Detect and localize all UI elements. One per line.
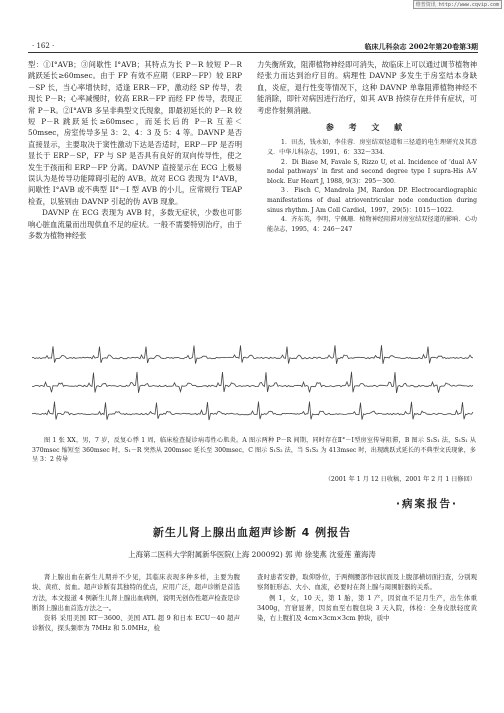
paragraph: 资料 采用美国 RT－3600、美国 ATL 超 9 和日本 ECU－40 超声诊断仪，探头频率为 7MHz 和 5.0MHz，检 xyxy=(32,614,240,633)
references-title: 参 考 文 献 xyxy=(325,123,409,133)
reference-item: 3．Fisch C, Mandrola JM, Rardon DP. Electrocardiographic manifestations of dual atrioventricular node conduction during sinus rhythm. J Am Coll Cardiol，1997，29(5)：1015～1022． xyxy=(267,187,477,214)
paragraph: 肾上腺出血在新生儿期并不少见，其临床表现多种多样，主要为腹块、黄疸、贫血。超声诊断有其独特的优点，应用广泛，超声诊断是首选方法，本文报道 4 例新生儿肾上腺出血病例，说明无创伤性超声检查是诊断肾上腺出血首选方法之一。 xyxy=(32,573,240,612)
ecg-figure xyxy=(32,340,474,432)
page-header xyxy=(28,40,478,53)
paragraph: 例 1，女，10 天，第 1 胎，第 1 产，因贫血不足月生产，出生体重 3400g，宫窘显著，因贫血至右腹包块 3 天入院，体检：全身皮肤轻度黄染，右上腹扪及 4cm×3cm×3cm 肿块，质中 xyxy=(257,593,477,623)
paragraph: DAVNP 在 ECG 表现为 AVB 时，多数无症状，少数也可影响心脏血流量而出现供血不足的症状。一般不需要特别治疗，由于多数为植物神经张 xyxy=(28,208,242,241)
reference-item: 2．Di Biase M, Favale S, Rizzo U, et al. Incidence of ‘dual A-V nodal pathways’ in first and second degree type I supra-His A-V block. Eur Heart J, 1988, 9(3)：295～300． xyxy=(267,158,477,185)
article2-left-column xyxy=(32,572,240,692)
section-tag: ·病案报告· xyxy=(396,498,458,510)
article2-right-column xyxy=(257,572,477,692)
caption-text: 图 1 张 XX，男，7 岁，反复心悸 1 周，临床检查疑诊病毒性心肌炎。A 图示两种 P－R 间期，同时存在Ⅱ°－Ⅰ型房室传导阻滞，B 图示 S₁S₁ 法，S₁S₁ 从 370msec 缩短至 360msec 时，S₁－R 突然从 200msec 延长至 300msec，C 图示 S₁S₂ 法，当 S₁S₂ 为 413msec 时，出现跳跃式延长的不典型文氏现象，多呈 3：2 传导 xyxy=(32,437,476,464)
paragraph: 查时患者安静，取仰卧位，于两侧腰部作冠状面及上腹部横切面扫查，分别观察肾脏形态、大小、血流，必要时在肾上腺与周围脏器的关系。 xyxy=(257,573,477,592)
reference-item: 4．齐东英，李明，宁佩珊．植物神经阻滞对房室结双径道的影响．心功能杂志，1995，4：246～247 xyxy=(267,216,477,233)
article-authors: 上海第二医科大学附属新华医院(上海 200092) 郭 帅 徐斐燕 沈爱莲 董海涛 xyxy=(128,550,376,559)
watermark: 维普资讯 http://www.cqvip.com xyxy=(413,0,502,9)
paragraph: 力失衡所致，阻滞植物神经即可消失，故临床上可以通过调节植物神经张力而达到治疗目的。病理性 DAVNP 多发生于房室结本身缺血，炎症，退行性变等情况下，这种 DAVNP 单靠阻滞植物神经不能消除，即针对病因进行治疗，如其 AVB 持续存在并伴有症状，可考虑作射频消融。 xyxy=(257,60,477,115)
right-column xyxy=(257,59,477,335)
received-date: （2001 年 1 月 12 日收稿，2001 年 2 月 1 日修回） xyxy=(324,476,476,483)
paragraph: 型：①I°AVB；③间歇性 I°AVB；其特点为长 P－R 较短 P－R 跳跃延长≥60msec。由于 FP 有效不应期（ERP－FP）较 ERP－SP 长，当心率增快时，适逢 ERR－FP，激动经 SP 传导，表现长 P－R；心率减慢时，较高 ERR－FP 而经 FP 传导，表现正常 P－R。②I°AVB 多呈非典型文氏现象，即最初延长的 P－R 较短 P－R 跳跃延长≥60msec，而延长后的 P－R 互差＜50msec，房室传导多呈 3：2、4：3 及 5：4 等。DAVNP 是否直接显示，主要取决于窦性激动下达是否适时，ERP－FP 是否明显长于 ERP－SP，FP 与 SP 是否具有良好的双向传导性，使之发生于孩而和 ERP－FP 分离。DAVNP 直接显示在 ECG 上极易误认为是传导功能障碍引起的 AVB。故对 ECG 表现为 I°AVB，间歇性 I°AVB 或不典型 II°－I 型 AVB 的小儿，应常规行 TEAP 检查，以鉴别由 DAVNP 引起的伪 AVB 现象。 xyxy=(28,60,242,206)
journal-title: 临床儿科杂志 2002年第20卷第3期 xyxy=(364,42,478,51)
article-title: 新生儿肾上腺出血超声诊断 4 例报告 xyxy=(152,526,352,539)
figure-caption xyxy=(32,436,476,465)
page-number: · 162 · xyxy=(32,42,55,50)
left-column xyxy=(28,59,242,335)
reference-item: 1．田杰，钱永如，李佳蓉．房室结双径道和三径道的电生理研究及其意义．中华儿科杂志，1991，6：332～334． xyxy=(267,139,477,157)
